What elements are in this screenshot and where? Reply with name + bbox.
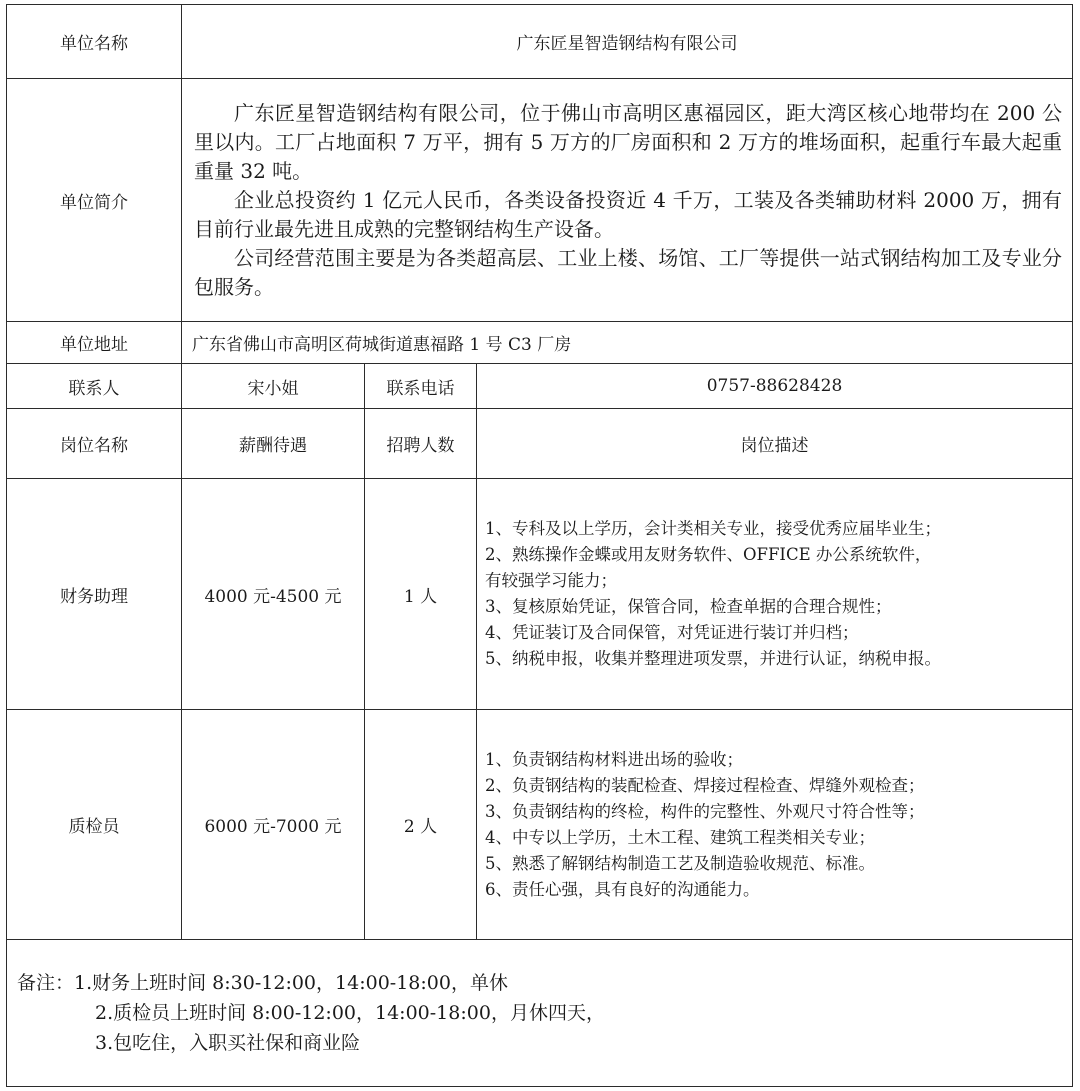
company-address-row [7,322,1073,364]
intro-paragraph: 企业总投资约 1 亿元人民币，各类设备投资近 4 千万，工装及各类辅助材料 2000 万，拥有目前行业最先进且成熟的完整钢结构生产设备。 [194,187,1062,241]
company-intro-label: 单位简介 [7,79,182,322]
description-line: 4、凭证装订及合同保管，对凭证进行装订并归档； [485,623,859,642]
position-description [477,710,1073,940]
description-line: 2、负责钢结构的装配检查、焊接过程检查、焊缝外观检查； [485,775,925,795]
company-address: 广东省佛山市高明区荷城街道惠福路 1 号 C3 厂房 [182,322,1073,364]
notes-line [17,968,1072,998]
notes-label: 备注： [17,972,75,994]
position-title: 财务助理 [7,479,182,710]
header-description: 岗位描述 [477,409,1073,479]
position-title: 质检员 [7,710,182,940]
header-position-title: 岗位名称 [7,409,182,479]
company-intro [182,79,1073,322]
phone-number: 0757-88628428 [477,364,1073,409]
position-description [477,479,1073,710]
notes-item: 3.包吃住，入职买社保和商业险 [95,1032,361,1054]
description-line: 4、中专以上学历，土木工程、建筑工程类相关专业； [485,827,875,847]
description-line: 5、纳税申报，收集并整理进项发票，并进行认证，纳税申报。 [485,649,941,668]
description-line: 有较强学习能力； [485,571,617,590]
company-name-row [7,5,1073,79]
position-count: 2 人 [365,710,477,940]
phone-label: 联系电话 [365,364,477,409]
position-row [7,710,1073,940]
description-line: 6、责任心强，具有良好的沟通能力。 [485,879,760,899]
position-row [7,479,1073,710]
header-count: 招聘人数 [365,409,477,479]
header-salary: 薪酬待遇 [182,409,365,479]
notes-row [7,940,1073,1087]
job-posting-table [6,4,1073,1087]
description-line: 3、复核原始凭证，保管合同，检查单据的合理合规性； [485,597,892,616]
description-line: 2、熟练操作金蝶或用友财务软件、OFFICE 办公系统软件， [485,545,932,564]
contact-label: 联系人 [7,364,182,409]
description-line: 1、专科及以上学历，会计类相关专业，接受优秀应届毕业生； [485,519,941,538]
contact-name: 宋小姐 [182,364,365,409]
intro-paragraph: 广东匠星智造钢结构有限公司，位于佛山市高明区惠福园区，距大湾区核心地带均在 200 公里以内。工厂占地面积 7 万平，拥有 5 万方的厂房面积和 2 万方的堆场面积，起重行车最大起重重量 32 吨。 [194,100,1062,183]
intro-paragraph: 公司经营范围主要是为各类超高层、工业上楼、场馆、工厂等提供一站式钢结构加工及专业分包服务。 [194,245,1062,299]
notes [7,940,1073,1087]
description-line: 5、熟悉了解钢结构制造工艺及制造验收规范、标准。 [485,853,875,873]
notes-item: 2.质检员上班时间 8:00-12:00，14:00-18:00，月休四天， [95,1002,605,1024]
company-name: 广东匠星智造钢结构有限公司 [182,5,1073,79]
position-salary: 4000 元-4500 元 [182,479,365,710]
company-address-label: 单位地址 [7,322,182,364]
positions-header-row [7,409,1073,479]
notes-item: 1.财务上班时间 8:30-12:00，14:00-18:00，单休 [74,972,508,994]
contact-row [7,364,1073,409]
description-line: 3、负责钢结构的终检，构件的完整性、外观尺寸符合性等； [485,801,925,821]
description-line: 1、负责钢结构材料进出场的验收； [485,749,743,769]
company-name-label: 单位名称 [7,5,182,79]
position-count: 1 人 [365,479,477,710]
company-intro-row [7,79,1073,322]
position-salary: 6000 元-7000 元 [182,710,365,940]
